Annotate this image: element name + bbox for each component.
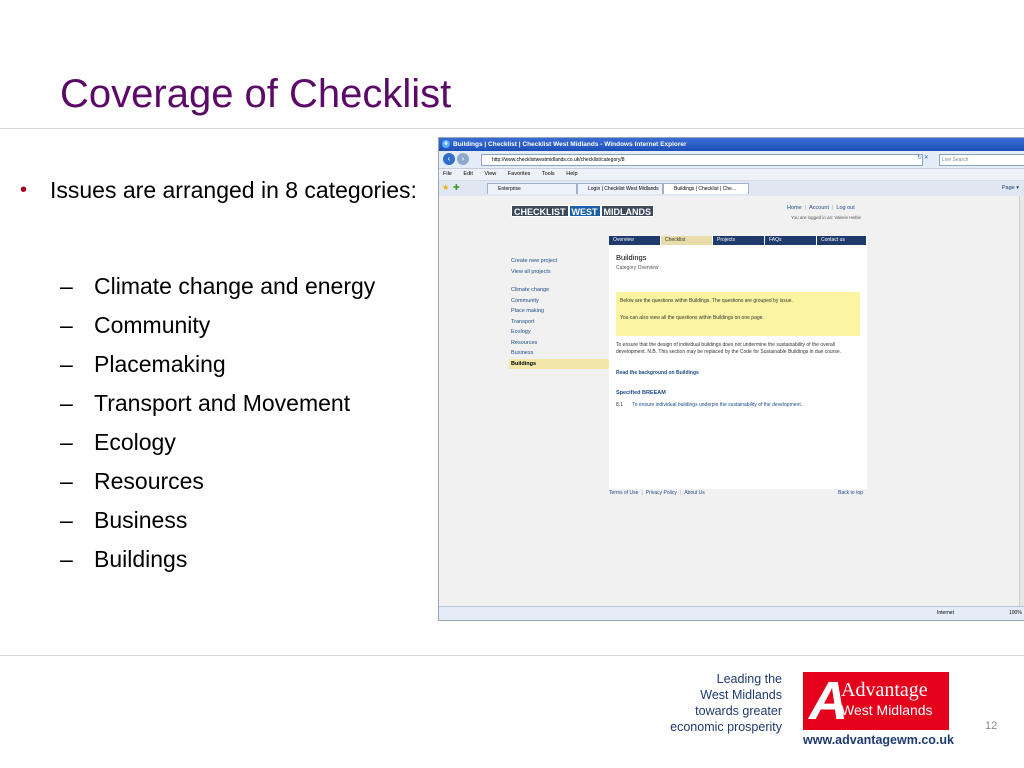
sub-item xyxy=(20,388,420,418)
footer-url: www.advantagewm.co.uk xyxy=(803,733,954,747)
bullet-main-text: Issues are arranged in 8 categories: xyxy=(50,177,417,203)
tab-login[interactable]: Login | Checklist West Midlands xyxy=(577,183,663,194)
sub-item xyxy=(20,271,420,301)
info-line-2[interactable]: You can also view all the questions within Buildings on one page. xyxy=(620,315,764,321)
privacy-link[interactable]: Privacy Policy xyxy=(645,490,677,496)
back-to-top-link[interactable]: Back to top xyxy=(838,490,864,496)
sub-item xyxy=(20,427,420,457)
side-view-projects[interactable]: View all projects xyxy=(511,268,551,275)
status-bar xyxy=(439,606,1024,620)
question-number: 8.1 xyxy=(616,402,623,408)
panel-subtitle: Category Overview xyxy=(616,265,659,271)
sub-item xyxy=(20,505,420,535)
sub-list xyxy=(20,271,420,574)
logo-west-midlands-text: West Midlands xyxy=(841,702,933,718)
page-number: 12 xyxy=(985,720,998,732)
info-box xyxy=(616,292,860,336)
nav-overview[interactable]: Overview xyxy=(609,236,661,245)
menu-edit[interactable]: Edit xyxy=(463,171,473,177)
menu-favorites[interactable]: Favorites xyxy=(507,171,531,177)
browser-screenshot xyxy=(438,137,1024,621)
site-footer-links: Terms of Use | Privacy Policy | About Us xyxy=(609,490,705,496)
side-transport[interactable]: Transport xyxy=(511,318,535,325)
tab-bar xyxy=(439,181,1024,197)
tab-buildings[interactable]: Buildings | Checklist | Che... xyxy=(663,183,749,194)
sub-item-text: Business xyxy=(94,507,188,533)
dash-glyph: – xyxy=(60,312,73,338)
logo-advantage-text: Advantage xyxy=(841,679,928,701)
bullet-list xyxy=(20,176,420,583)
dash-glyph: – xyxy=(60,468,73,494)
home-link[interactable]: Home xyxy=(787,205,802,211)
tagline xyxy=(640,671,782,735)
dash-glyph: – xyxy=(60,273,73,299)
logged-in-text: You are logged in as: Valerie Heble xyxy=(791,215,862,220)
category-description: To ensure that the design of individual buildings does not undermine the sustainability of the overall development. N.B. This section may be replaced by the Code for Sustainable Buildings in due course. xyxy=(616,342,842,355)
sub-item-text: Climate change and energy xyxy=(94,273,376,299)
panel-title: Buildings xyxy=(616,253,647,262)
browser-window-title: Buildings | Checklist | Checklist West Midlands - Windows Internet Explorer xyxy=(453,141,687,148)
side-business[interactable]: Business xyxy=(511,350,534,356)
status-zoom[interactable]: 100% xyxy=(1009,610,1022,616)
slide-title: Coverage of Checklist xyxy=(60,72,452,116)
search-input[interactable]: Live Search xyxy=(939,154,1024,166)
page-menu[interactable]: Page ▾ xyxy=(1001,185,1019,191)
background-link[interactable]: Read the background on Buildings xyxy=(616,370,699,376)
menu-bar xyxy=(439,169,1024,181)
section-heading: Specified BREEAM xyxy=(616,390,666,396)
info-line-1: Below are the questions within Buildings. The questions are grouped by issue. xyxy=(620,298,793,304)
tagline-line: towards greater xyxy=(695,704,782,718)
about-link[interactable]: About Us xyxy=(684,490,705,496)
menu-view[interactable]: View xyxy=(484,171,497,177)
logo-a-mark: A xyxy=(809,671,848,731)
browser-scrollbar[interactable] xyxy=(1019,196,1024,606)
ie-logo-icon: e xyxy=(442,140,450,148)
sub-item xyxy=(20,466,420,496)
question-row[interactable] xyxy=(616,402,802,408)
dash-glyph: – xyxy=(60,429,73,455)
address-field[interactable]: http://www.checklistwestmidlands.co.uk/checklist/category/8 xyxy=(481,154,923,166)
side-climate[interactable]: Climate change xyxy=(511,287,550,293)
add-favorite-icon[interactable]: ✚ xyxy=(453,183,460,192)
sub-item-text: Buildings xyxy=(94,546,188,572)
bullet-dot: • xyxy=(20,179,28,201)
advantage-wm-logo xyxy=(803,672,949,730)
refresh-stop-icon[interactable]: ↻ ✕ xyxy=(917,155,929,161)
logo-west: WEST xyxy=(569,205,601,217)
sub-item xyxy=(20,310,420,340)
site-logo[interactable] xyxy=(511,205,654,217)
forward-icon[interactable]: › xyxy=(457,153,469,165)
sub-item-text: Ecology xyxy=(94,429,176,455)
sub-item-text: Community xyxy=(94,312,211,338)
logout-link[interactable]: Log out xyxy=(836,205,855,211)
side-resources[interactable]: Resources xyxy=(511,339,538,346)
sub-item xyxy=(20,349,420,379)
sub-item-text: Transport and Movement xyxy=(94,390,351,416)
side-buildings[interactable]: Buildings xyxy=(509,359,609,370)
top-divider xyxy=(0,128,1024,129)
web-page xyxy=(439,196,1019,606)
nav-projects[interactable]: Projects xyxy=(713,236,765,245)
side-placemaking[interactable]: Place making xyxy=(511,308,545,314)
back-icon[interactable]: ‹ xyxy=(443,153,455,165)
logo-midlands: MIDLANDS xyxy=(601,205,655,217)
side-community[interactable]: Community xyxy=(511,297,539,304)
status-zone: Internet xyxy=(937,610,954,616)
bottom-divider xyxy=(0,655,1024,656)
tagline-line: economic prosperity xyxy=(670,720,782,734)
favorites-star-icon[interactable]: ★ xyxy=(442,183,450,192)
side-ecology[interactable]: Ecology xyxy=(511,329,531,335)
main-nav xyxy=(609,236,867,245)
bullet-main xyxy=(20,176,420,204)
menu-tools[interactable]: Tools xyxy=(541,171,555,177)
logo-checklist: CHECKLIST xyxy=(511,205,569,217)
address-row xyxy=(439,151,1024,169)
sub-item xyxy=(20,544,420,574)
main-panel xyxy=(609,245,867,489)
sub-item-text: Resources xyxy=(94,468,204,494)
side-create-project[interactable]: Create new project xyxy=(511,258,558,264)
question-text[interactable]: To ensure individual buildings underpin the sustainability of the development. xyxy=(632,402,803,408)
account-link[interactable]: Account xyxy=(809,205,829,211)
menu-file[interactable]: File xyxy=(443,171,452,177)
dash-glyph: – xyxy=(60,546,73,572)
tagline-line: West Midlands xyxy=(700,688,782,702)
nav-faqs[interactable]: FAQs xyxy=(765,236,817,245)
dash-glyph: – xyxy=(60,507,73,533)
nav-checklist[interactable]: Checklist xyxy=(661,236,713,245)
terms-link[interactable]: Terms of Use xyxy=(609,490,639,496)
side-nav xyxy=(509,256,609,369)
top-links: Home | Account | Log out xyxy=(787,205,855,211)
tagline-line: Leading the xyxy=(716,672,782,686)
dash-glyph: – xyxy=(60,351,73,377)
browser-title-bar xyxy=(439,138,1024,151)
dash-glyph: – xyxy=(60,390,73,416)
menu-help[interactable]: Help xyxy=(566,171,578,177)
tab-enterprise[interactable]: Enterprise xyxy=(487,183,577,194)
nav-contact[interactable]: Contact us xyxy=(817,236,867,245)
sub-item-text: Placemaking xyxy=(94,351,226,377)
